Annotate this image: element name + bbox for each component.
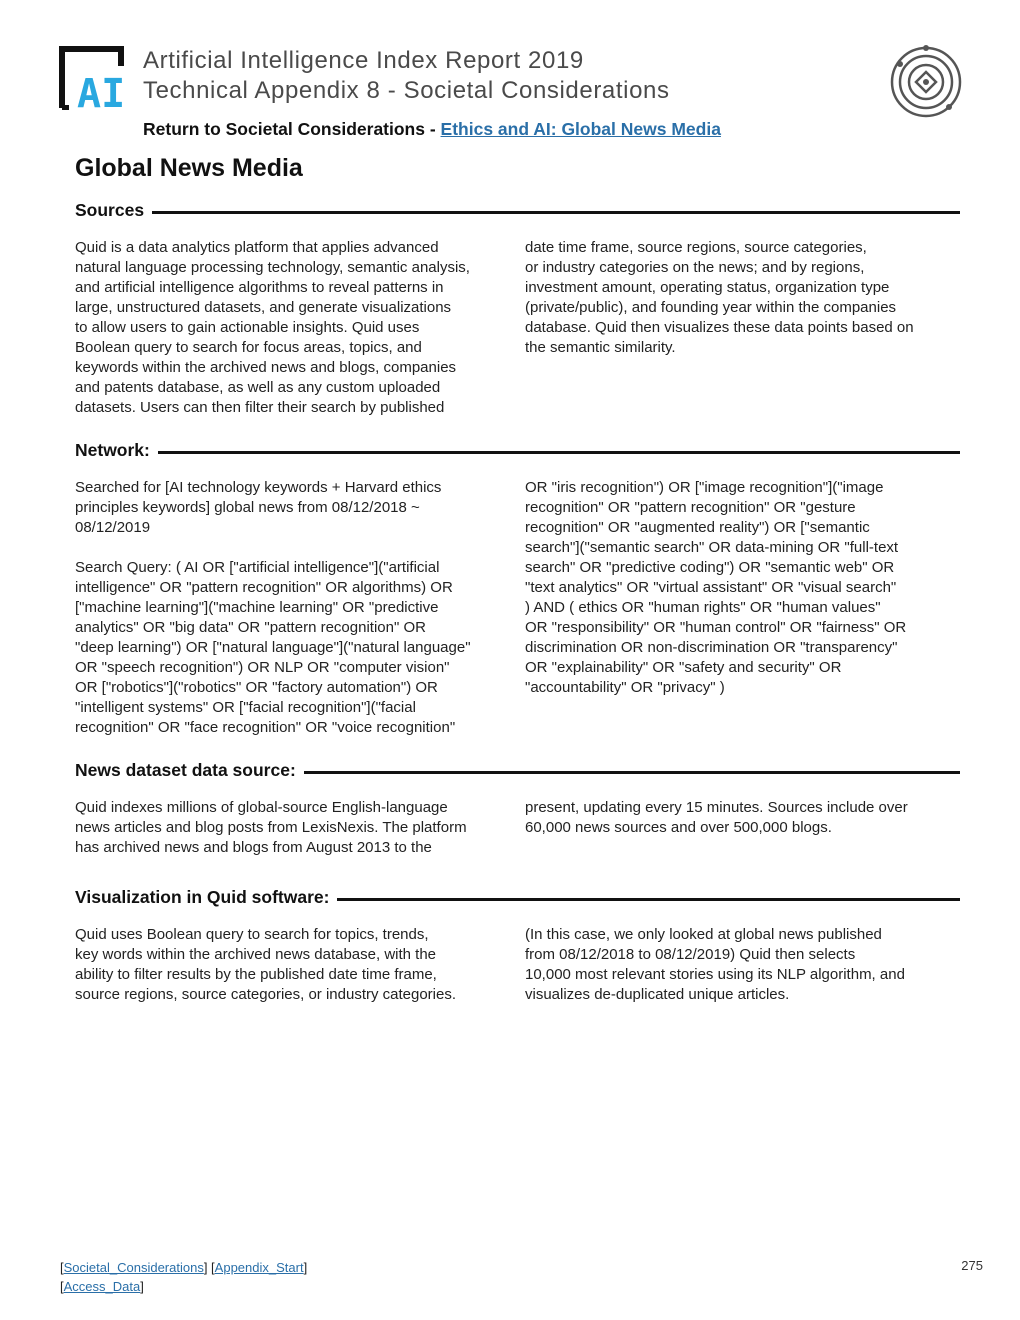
report-subtitle: Technical Appendix 8 - Societal Considerations	[143, 77, 670, 104]
section-heading-network	[75, 438, 960, 462]
section-label: News dataset data source:	[75, 759, 296, 780]
access-data-link[interactable]: Access_Data	[63, 1279, 141, 1294]
section-rule	[304, 771, 960, 774]
section-rule	[152, 211, 960, 214]
appendix-start-link[interactable]: Appendix_Start	[214, 1260, 304, 1275]
report-title: Artificial Intelligence Index Report 2019	[143, 47, 584, 74]
section-label: Sources	[75, 199, 145, 220]
svg-text:AI: AI	[77, 71, 126, 110]
section-heading-visualization	[75, 885, 960, 909]
sources-text-left: Quid is a data analytics platform that applies advanced natural language processing technology, semantic analysis, and artificial intelligence algorithms to reveal patterns in large, unstructured datasets, and generate visualizations to allow users to gain actionable insights. Quid uses Boolean query to search for focus areas, topics, and keywords within the archived news and blogs, companies and patents database, as well as any custom uploaded datasets. Users can then filter their search by published	[75, 239, 470, 416]
orbit-badge-icon	[888, 44, 964, 120]
page-number: 275	[961, 1258, 983, 1273]
network-text-right: OR "iris recognition") OR ["image recognition"]("image recognition" OR "pattern recognition" OR "gesture recognition" OR "augmented reality") OR ["semantic search"]("semantic search" OR data-mining OR "full-text search" OR "predictive coding") OR "semantic web" OR "text analytics" OR "virtual assistant" OR "visual search" ) AND ( ethics OR "human rights" OR "human values" OR "responsibility" OR "human control" OR "fairness" OR discrimination OR non-discrimination OR "transparency" OR "explainability" OR "safety and security" OR "accountability" OR "privacy" )	[525, 479, 907, 696]
societal-considerations-link[interactable]: Societal_Considerations	[63, 1260, 204, 1275]
page-title: Global News Media	[75, 154, 303, 182]
return-breadcrumb	[143, 117, 721, 141]
visualization-text-left: Quid uses Boolean query to search for topics, trends, key words within the archived news database, with the ability to filter results by the published date time frame, source regions, source categories, or industry categories.	[75, 926, 457, 1003]
sources-text-right: date time frame, source regions, source categories, or industry categories on the news; and by regions, investment amount, operating status, organization type (private/public), and founding year within the companies database. Quid then visualizes these data points based on the semantic similarity.	[525, 239, 914, 356]
network-text-left: Searched for [AI technology keywords + Harvard ethics principles keywords] global news from 08/12/2018 ~ 08/12/2019 Search Query: ( AI OR ["artificial intelligence"]("artificial intelligence" OR "pattern recognition" OR algorithms) OR ["machine learning"]("machine learning" OR "predictive analytics" OR "big data" OR "pattern recognition" OR "deep learning") OR ["natural language"]("natural language" OR "speech recognition") OR NLP OR "computer vision" OR ["robotics"]("robotics" OR "factory automation") OR "intelligent systems" OR ["facial recognition"]("facial recognition" OR "face recognition" OR "voice recognition"	[75, 479, 471, 736]
news-dataset-text-left: Quid indexes millions of global-source English-language news articles and blog posts from LexisNexis. The platform has archived news and blogs from August 2013 to the	[75, 799, 467, 856]
visualization-text-right: (In this case, we only looked at global news published from 08/12/2018 to 08/12/2019) Quid then selects 10,000 most relevant stories using its NLP algorithm, and visualizes de-duplicated unique articles.	[525, 926, 905, 1003]
section-label: Visualization in Quid software:	[75, 886, 330, 907]
section-heading-news-dataset	[75, 758, 960, 782]
section-label: Network:	[75, 439, 150, 460]
footer-links: [Societal_Considerations] [Appendix_Start] [Access_Data]	[60, 1260, 308, 1294]
section-heading-sources	[75, 198, 960, 222]
section-rule	[158, 451, 960, 454]
ethics-news-media-link[interactable]: Ethics and AI: Global News Media	[440, 119, 721, 139]
news-dataset-text-right: present, updating every 15 minutes. Sources include over 60,000 news sources and over 500,000 blogs.	[525, 799, 908, 836]
return-prefix: Return to Societal Considerations -	[143, 119, 441, 139]
ai-index-logo	[59, 46, 131, 110]
section-rule	[337, 898, 960, 901]
